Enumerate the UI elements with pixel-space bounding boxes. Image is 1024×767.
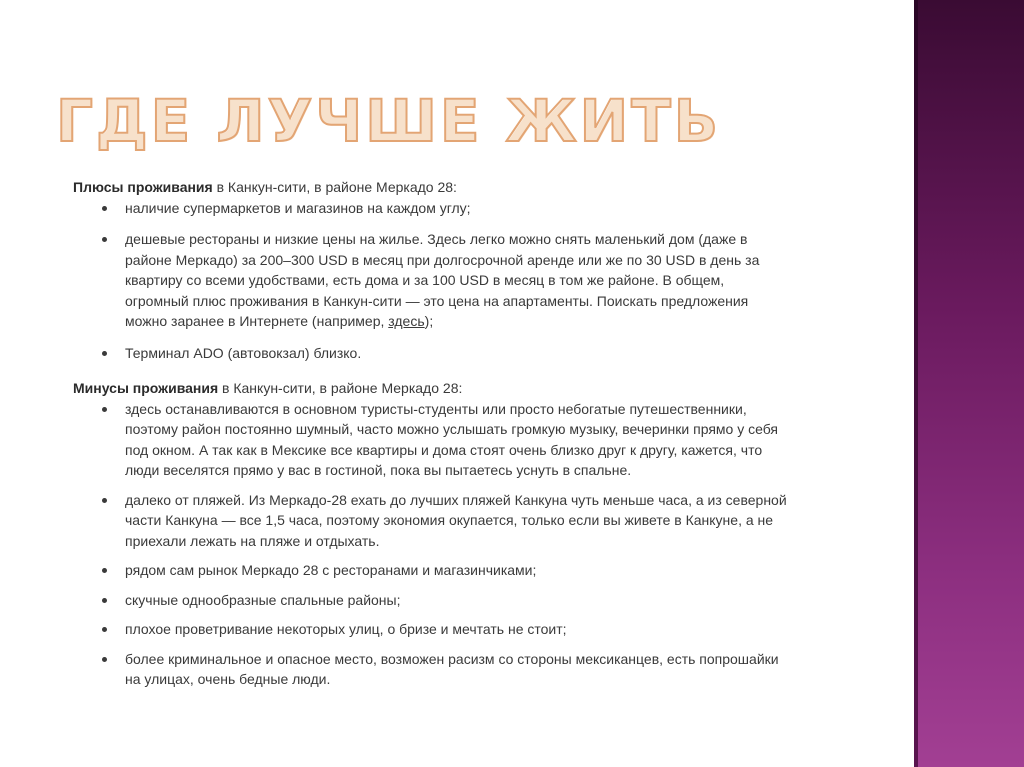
list-item: Терминал ADO (автовокзал) близко. — [73, 343, 788, 364]
cons-heading-rest: в Канкун-сити, в районе Меркадо 28: — [218, 380, 463, 396]
list-item: далеко от пляжей. Из Меркадо-28 ехать до лучших пляжей Канкуна чуть меньше часа, а из северной части Канкуна — все 1,5 часа, поэтому экономия окупается, только если вы живете в Канкуне, а не приехали лежать на пляже и отдыхать. — [73, 490, 788, 552]
list-item: скучные однообразные спальные районы; — [73, 590, 788, 611]
list-item: рядом сам рынок Меркадо 28 с ресторанами и магазинчиками; — [73, 560, 788, 581]
pros-heading — [73, 177, 788, 198]
list-item: дешевые рестораны и низкие цены на жилье. Здесь легко можно снять маленький дом (даже в районе Меркадо) за 200–300 USD в месяц при долгосрочной аренде или же по 30 USD в день за квартиру со всеми удобствами, есть дома и за 100 USD в месяц в том же районе. В общем, огромный плюс проживания в Канкун-сити — это цена на апартаменты. Поискать предложения можно заранее в Интернете (например, здесь); — [73, 229, 788, 332]
list-item: наличие супермаркетов и магазинов на каждом углу; — [73, 198, 788, 219]
pros-heading-bold: Плюсы проживания — [73, 179, 213, 195]
pros-heading-rest: в Канкун-сити, в районе Меркадо 28: — [212, 179, 457, 195]
pros-list — [73, 198, 788, 364]
list-item: плохое проветривание некоторых улиц, о бризе и мечтать не стоит; — [73, 619, 788, 640]
here-link[interactable]: здесь — [388, 313, 425, 329]
slide-title: ГДЕ ЛУЧШЕ ЖИТЬ — [56, 87, 721, 155]
cons-list — [73, 399, 788, 690]
list-item: более криминальное и опасное место, возможен расизм со стороны мексиканцев, есть попрошайки на улицах, очень бедные люди. — [73, 649, 788, 690]
cons-heading — [73, 378, 788, 399]
slide-content — [73, 177, 788, 690]
decorative-side-band — [914, 0, 1024, 767]
list-item: здесь останавливаются в основном туристы-студенты или просто небогатые путешественники, поэтому район постоянно шумный, часто можно услышать громкую музыку, вечеринки прямо у себя под окном. А так как в Мексике все квартиры и дома стоят очень близко друг к другу, кажется, что люди веселятся прямо у вас в гостиной, пока вы пытаетесь уснуть в спальне. — [73, 399, 788, 481]
cons-heading-bold: Минусы проживания — [73, 380, 219, 396]
